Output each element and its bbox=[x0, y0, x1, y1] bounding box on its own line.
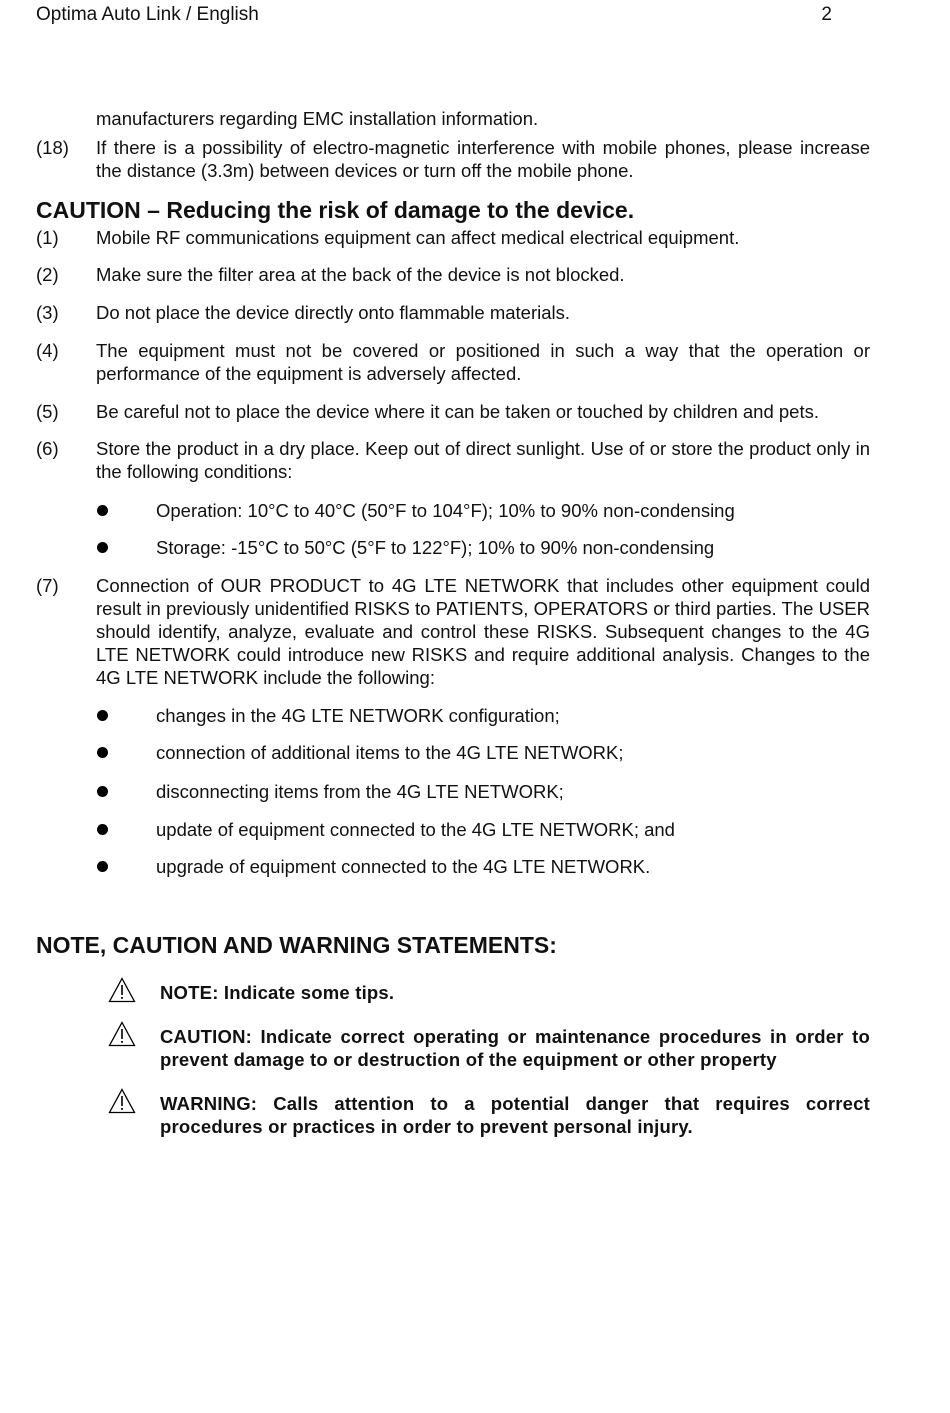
header-title: Optima Auto Link / English bbox=[36, 4, 259, 25]
page-number: 2 bbox=[821, 4, 832, 25]
condition-bullet-operation bbox=[36, 499, 870, 522]
warning-triangle-icon bbox=[108, 977, 136, 1003]
statement-text: NOTE: Indicate some tips. bbox=[160, 982, 395, 1003]
statements-heading: NOTE, CAUTION AND WARNING STATEMENTS: bbox=[36, 932, 557, 958]
caution-item-5 bbox=[36, 400, 870, 423]
item-number: (6) bbox=[36, 438, 59, 459]
change-bullet-2 bbox=[36, 741, 870, 764]
bullet-text: connection of additional items to the 4G LTE NETWORK; bbox=[156, 742, 624, 763]
caution-item-4 bbox=[36, 339, 870, 385]
bullet-icon bbox=[97, 747, 108, 758]
bullet-text: disconnecting items from the 4G LTE NETWORK; bbox=[156, 781, 564, 802]
bullet-text: Storage: -15°C to 50°C (5°F to 122°F); 10% to 90% non-condensing bbox=[156, 537, 715, 558]
statement-text: WARNING: Calls attention to a potential danger that requires correct procedures or practices in order to prevent personal injury. bbox=[160, 1093, 870, 1137]
item-number: (18) bbox=[36, 137, 69, 158]
bullet-text: update of equipment connected to the 4G LTE NETWORK; and bbox=[156, 819, 675, 840]
item-text: If there is a possibility of electro-magnetic interference with mobile phones, please increase the distance (3.3m) between devices or turn off the mobile phone. bbox=[96, 137, 870, 181]
item-text: The equipment must not be covered or positioned in such a way that the operation or performance of the equipment is adversely affected. bbox=[96, 340, 870, 384]
bullet-text: changes in the 4G LTE NETWORK configuration; bbox=[156, 705, 560, 726]
bullet-text: Operation: 10°C to 40°C (50°F to 104°F); 10% to 90% non-condensing bbox=[156, 500, 735, 521]
item-text: Connection of OUR PRODUCT to 4G LTE NETWORK that includes other equipment could result in previously unidentified RISKS to PATIENTS, OPERATORS or third parties. The USER should identify, analyze, evaluate and control these RISKS. Subsequent changes to the 4G LTE NETWORK could introduce new RISKS and require additional analysis. Changes to the 4G LTE NETWORK include the following: bbox=[96, 575, 870, 688]
bullet-icon bbox=[97, 710, 108, 721]
bullet-icon bbox=[97, 824, 108, 835]
continued-line bbox=[36, 107, 870, 130]
bullet-icon bbox=[97, 861, 108, 872]
caution-item-3 bbox=[36, 301, 870, 324]
item-text: Mobile RF communications equipment can affect medical electrical equipment. bbox=[96, 227, 740, 248]
change-bullet-3 bbox=[36, 780, 870, 803]
item-number: (5) bbox=[36, 401, 59, 422]
bullet-icon bbox=[97, 542, 108, 553]
item-text: Do not place the device directly onto flammable materials. bbox=[96, 302, 571, 323]
caution-statement bbox=[36, 1025, 870, 1071]
caution-heading: CAUTION – Reducing the risk of damage to the device. bbox=[36, 197, 635, 223]
item-text: Store the product in a dry place. Keep out of direct sunlight. Use of or store the product only in the following conditions: bbox=[96, 438, 870, 482]
item-number: (3) bbox=[36, 302, 59, 323]
bullet-icon bbox=[97, 786, 108, 797]
warning-triangle-icon bbox=[108, 1021, 136, 1047]
item-number: (7) bbox=[36, 575, 59, 596]
statement-text: CAUTION: Indicate correct operating or maintenance procedures in order to prevent damage to or destruction of the equipment or other property bbox=[160, 1026, 870, 1070]
list-item-18 bbox=[36, 136, 870, 182]
continued-text: manufacturers regarding EMC installation information. bbox=[96, 108, 539, 129]
item-number: (4) bbox=[36, 340, 59, 361]
bullet-text: upgrade of equipment connected to the 4G LTE NETWORK. bbox=[156, 856, 651, 877]
caution-item-7 bbox=[36, 574, 870, 689]
change-bullet-4 bbox=[36, 818, 870, 841]
item-text: Make sure the filter area at the back of the device is not blocked. bbox=[96, 264, 625, 285]
change-bullet-5 bbox=[36, 855, 870, 878]
caution-item-6 bbox=[36, 437, 870, 483]
caution-item-2 bbox=[36, 263, 870, 286]
note-statement bbox=[36, 981, 870, 1004]
item-number: (2) bbox=[36, 264, 59, 285]
condition-bullet-storage bbox=[36, 536, 870, 559]
item-number: (1) bbox=[36, 227, 59, 248]
bullet-icon bbox=[97, 505, 108, 516]
change-bullet-1 bbox=[36, 704, 870, 727]
warning-statement bbox=[36, 1092, 870, 1138]
caution-item-1 bbox=[36, 226, 870, 249]
warning-triangle-icon bbox=[108, 1088, 136, 1114]
item-text: Be careful not to place the device where it can be taken or touched by children and pets. bbox=[96, 401, 819, 422]
page-header bbox=[36, 4, 832, 26]
